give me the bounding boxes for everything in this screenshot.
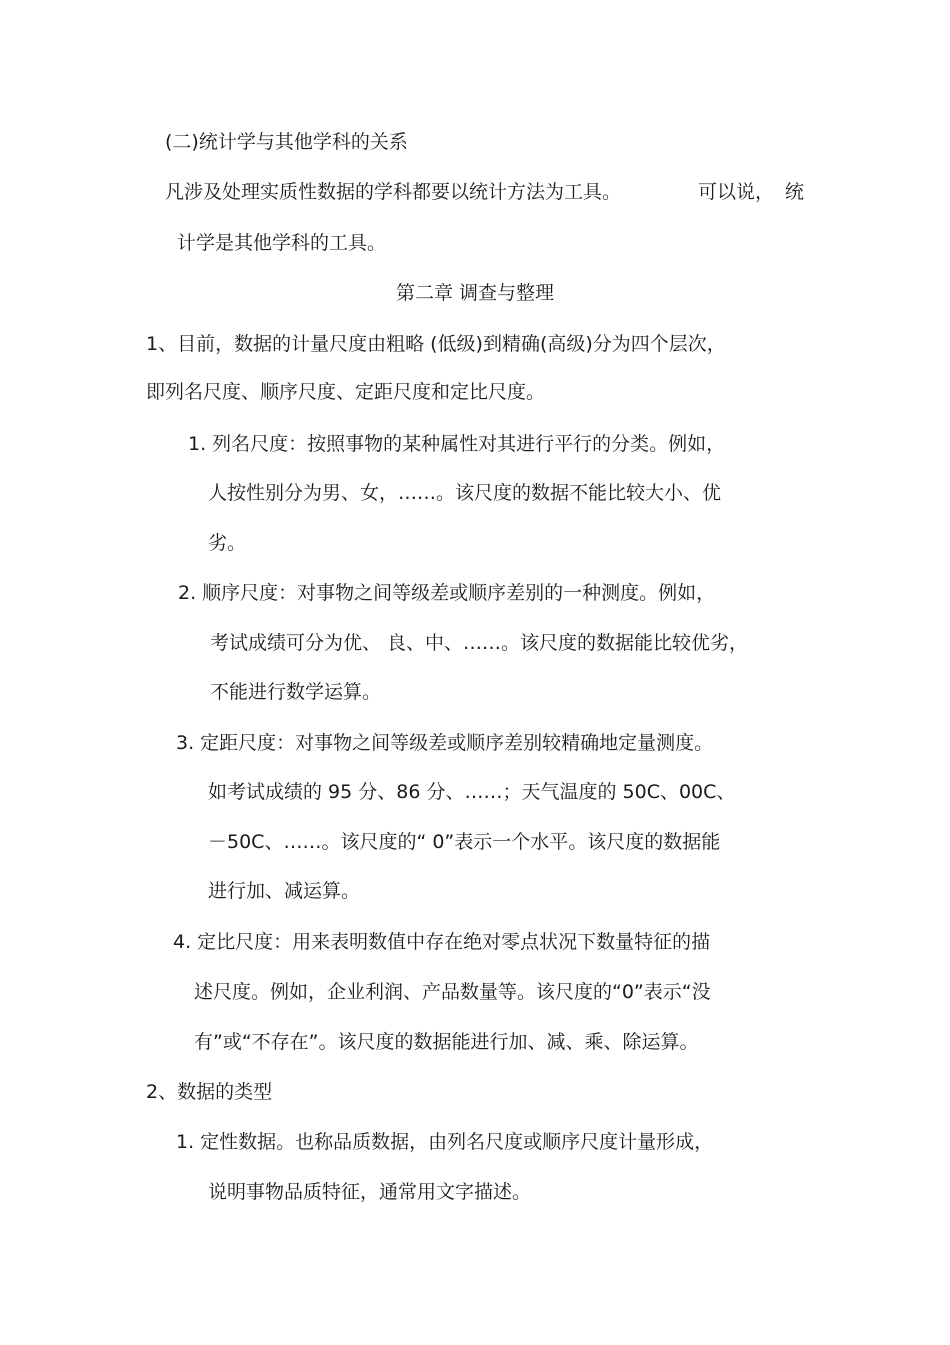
section-heading: (二)统计学与其他学科的关系 [165, 131, 408, 153]
point1-line-2: 即列名尺度、顺序尺度、定距尺度和定比尺度。 [146, 381, 546, 403]
point2-item1-line-1: 1. 定性数据。也称品质数据，由列名尺度或顺序尺度计量形成， [176, 1131, 714, 1153]
scale-line: 有”或“不存在”。该尺度的数据能进行加、减、乘、除运算。 [194, 1031, 699, 1053]
intro-line-1c: 统 [785, 181, 805, 203]
point1-line-1: 1、目前，数据的计量尺度由粗略 (低级)到精确(高级)分为四个层次， [146, 333, 726, 355]
scale-line: 1. 列名尺度：按照事物的某种属性对其进行平行的分类。例如， [188, 433, 726, 455]
scale-line: 进行加、减运算。 [208, 880, 361, 902]
scale-line: －50C、……。该尺度的“ 0”表示一个水平。该尺度的数据能 [208, 831, 721, 853]
scale-line: 2. 顺序尺度：对事物之间等级差或顺序差别的一种测度。例如， [178, 582, 716, 604]
intro-line-2: 计学是其他学科的工具。 [177, 232, 387, 254]
chapter-title: 第二章 调查与整理 [395, 282, 555, 304]
scale-line: 考试成绩可分为优、 良、中、……。该尺度的数据能比较优劣， [210, 632, 749, 654]
scale-line: 4. 定比尺度：用来表明数值中存在绝对零点状况下数量特征的描 [173, 931, 711, 953]
intro-line-1: 凡涉及处理实质性数据的学科都要以统计方法为工具。 [165, 181, 622, 203]
intro-line-1b: 可以说， [698, 181, 775, 203]
scale-line: 人按性别分为男、女，……。该尺度的数据不能比较大小、优 [208, 482, 722, 504]
scale-line: 3. 定距尺度：对事物之间等级差或顺序差别较精确地定量测度。 [176, 732, 714, 754]
scale-line: 不能进行数学运算。 [210, 681, 382, 703]
scale-line: 如考试成绩的 95 分、86 分、……；天气温度的 50C、00C、 [208, 781, 736, 803]
point2-item1-line-2: 说明事物品质特征，通常用文字描述。 [208, 1181, 532, 1203]
scale-line: 劣。 [208, 532, 247, 554]
scale-line: 述尺度。例如，企业利润、产品数量等。该尺度的“0”表示“没 [194, 981, 711, 1003]
point2-heading: 2、数据的类型 [146, 1081, 273, 1103]
